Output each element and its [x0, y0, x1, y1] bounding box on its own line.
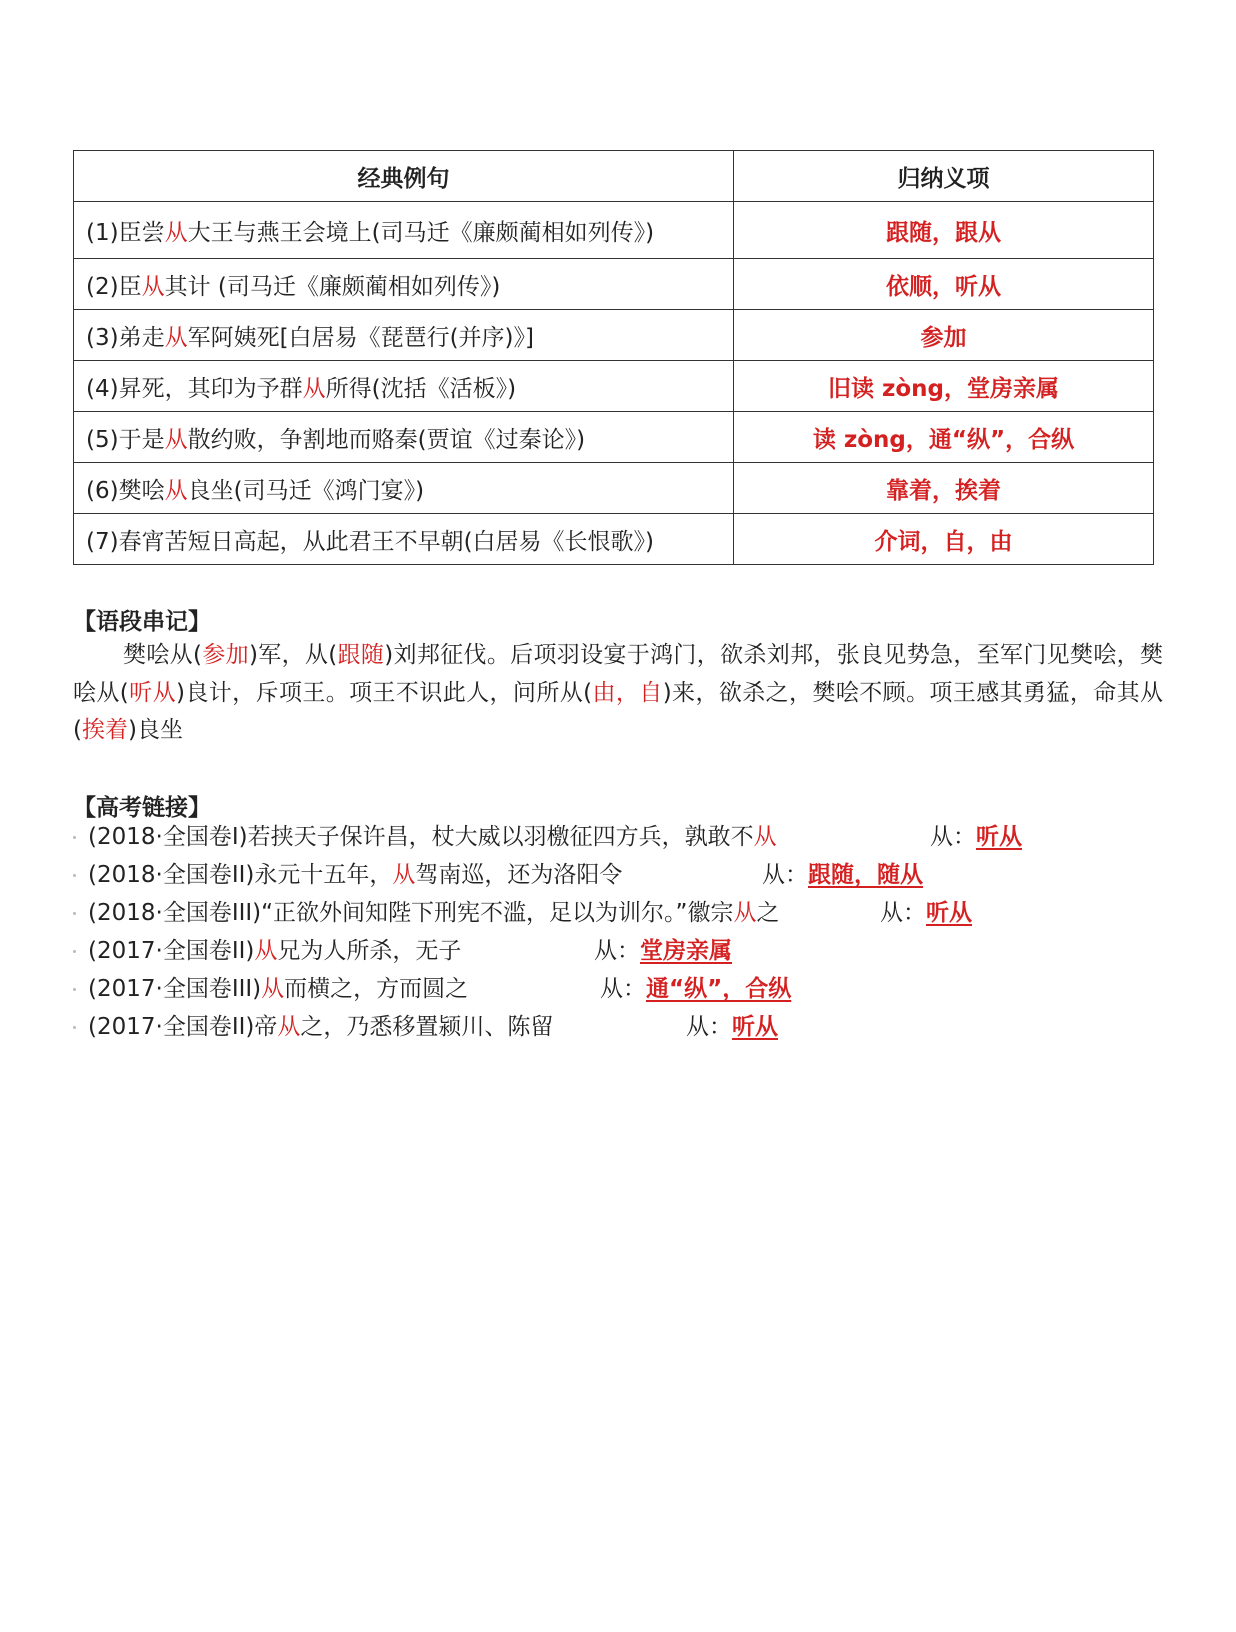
- header-meanings: 归纳义项: [734, 151, 1154, 202]
- example-suffix: 所得(沈括《活板》): [325, 375, 517, 402]
- gaokao-keyword: 从: [392, 862, 416, 888]
- passage-segment: )刘邦征伐。后项羽设宴于鸿门，欲杀刘邦，张良见势急，至军门见樊哙，樊哙从(: [73, 642, 1163, 706]
- gaokao-answer: 听从: [976, 824, 1022, 850]
- table-row: [74, 259, 1154, 310]
- table-row: [74, 361, 1154, 412]
- gaokao-title: 【高考链接】: [73, 795, 211, 821]
- gaokao-answer: 听从: [926, 900, 972, 926]
- meaning-cell: 介词，自，由: [734, 514, 1154, 565]
- example-cell: [74, 361, 734, 412]
- margin-dot: [73, 988, 76, 991]
- margin-dot: [73, 912, 76, 915]
- gaokao-keyword: 从: [733, 900, 757, 926]
- passage-annotation: 跟随: [337, 642, 385, 668]
- gaokao-answer-group: [762, 858, 923, 892]
- gaokao-answer: 堂房亲属: [640, 938, 732, 964]
- meaning-cell: 依顺，听从: [734, 259, 1154, 310]
- table-row: [74, 202, 1154, 259]
- example-prefix: (5)于是: [86, 426, 165, 453]
- example-prefix: (7)春宵苦短日高起，从此君王不早朝(白居易《长恨歌》): [86, 528, 655, 555]
- usage-table: [73, 150, 1154, 565]
- gaokao-answer-group: [880, 896, 972, 930]
- example-cell: [74, 259, 734, 310]
- example-keyword: 从: [164, 324, 188, 351]
- gaokao-rest: 驾南巡，还为洛阳令: [415, 862, 623, 888]
- gaokao-source: (2018·全国卷II)永元十五年，: [88, 862, 393, 888]
- meaning-cell: 旧读 zòng，堂房亲属: [734, 361, 1154, 412]
- example-cell: [74, 310, 734, 361]
- example-prefix: (2)臣: [86, 273, 142, 300]
- meaning-cell: 跟随，跟从: [734, 202, 1154, 259]
- example-prefix: (1)臣尝: [86, 219, 165, 246]
- gaokao-rest: 之: [756, 900, 780, 926]
- gaokao-label: 从：: [880, 900, 926, 926]
- gaokao-item: [88, 972, 468, 1006]
- gaokao-item: [88, 1010, 553, 1044]
- passage-annotation: 由，自: [592, 679, 663, 706]
- gaokao-item: [88, 858, 622, 892]
- gaokao-label: 从：: [600, 976, 646, 1002]
- example-prefix: (6)樊哙: [86, 477, 165, 504]
- margin-dot: [73, 1026, 76, 1029]
- example-prefix: (3)弟走: [86, 324, 165, 351]
- gaokao-keyword: 从: [753, 824, 777, 850]
- margin-dot: [73, 836, 76, 839]
- gaokao-item: [88, 820, 777, 854]
- example-suffix: 其计 (司马迁《廉颇蔺相如列传》): [164, 273, 501, 300]
- example-suffix: 大王与燕王会境上(司马迁《廉颇蔺相如列传》): [187, 219, 655, 246]
- gaokao-answer-group: [686, 1010, 778, 1044]
- gaokao-answer: 听从: [732, 1014, 778, 1040]
- passage-segment: 樊哙从(: [123, 642, 202, 668]
- table-row: [74, 514, 1154, 565]
- gaokao-answer-group: [930, 820, 1022, 854]
- gaokao-item: [88, 896, 779, 930]
- gaokao-source: (2017·全国卷II)帝: [88, 1014, 278, 1040]
- example-keyword: 从: [302, 375, 326, 402]
- gaokao-source: (2018·全国卷III)“正欲外间知陛下刑宪不滥，足以为训尔。”徽宗: [88, 900, 734, 926]
- gaokao-answer: 跟随，随从: [808, 862, 923, 888]
- example-cell: [74, 412, 734, 463]
- passage-segment: )良坐: [127, 717, 183, 743]
- example-suffix: 良坐(司马迁《鸿门宴》): [187, 477, 425, 504]
- gaokao-source: (2017·全国卷III): [88, 976, 262, 1002]
- example-keyword: 从: [164, 477, 188, 504]
- margin-dot: [73, 874, 76, 877]
- example-keyword: 从: [164, 426, 188, 453]
- example-keyword: 从: [164, 219, 188, 246]
- gaokao-item: [88, 934, 461, 968]
- header-examples: 经典例句: [74, 151, 734, 202]
- example-cell: [74, 202, 734, 259]
- passage-segment: )来，欲杀之，樊哙不顾。项王感其勇猛，命其从(: [73, 679, 1164, 743]
- example-suffix: 散约败，争割地而赂秦(贾谊《过秦论》): [187, 426, 586, 453]
- gaokao-keyword: 从: [277, 1014, 301, 1040]
- example-keyword: 从: [141, 273, 165, 300]
- passage-title: 【语段串记】: [73, 609, 211, 635]
- example-cell: [74, 463, 734, 514]
- table-row: [74, 412, 1154, 463]
- meaning-cell: 参加: [734, 310, 1154, 361]
- gaokao-rest: 兄为人所杀，无子: [277, 938, 462, 964]
- table-row: [74, 463, 1154, 514]
- passage-text: [73, 637, 1163, 750]
- gaokao-label: 从：: [686, 1014, 732, 1040]
- gaokao-answer-group: [600, 972, 791, 1006]
- passage-segment: )军，从(: [248, 642, 338, 668]
- table-row: [74, 310, 1154, 361]
- gaokao-keyword: 从: [261, 976, 285, 1002]
- margin-dot: [73, 950, 76, 953]
- gaokao-keyword: 从: [254, 938, 278, 964]
- gaokao-label: 从：: [930, 824, 976, 850]
- passage-annotation: 挨着: [81, 717, 128, 743]
- gaokao-answer: 通“纵”，合纵: [646, 976, 792, 1002]
- table-header-row: [74, 151, 1154, 202]
- gaokao-source: (2018·全国卷I)若挟天子保许昌，杖大威以羽檄征四方兵，孰敢不: [88, 824, 754, 850]
- meaning-cell: 读 zòng，通“纵”，合纵: [734, 412, 1154, 463]
- meaning-cell: 靠着，挨着: [734, 463, 1154, 514]
- gaokao-rest: 之，乃悉移置颍川、陈留: [300, 1014, 554, 1040]
- gaokao-rest: 而横之，方而圆之: [284, 976, 469, 1002]
- gaokao-label: 从：: [762, 862, 808, 888]
- example-prefix: (4)昇死，其印为予群: [86, 375, 303, 402]
- gaokao-source: (2017·全国卷II): [88, 938, 255, 964]
- gaokao-answer-group: [594, 934, 732, 968]
- example-cell: [74, 514, 734, 565]
- passage-segment: )良计，斥项王。项王不识此人，问所从(: [175, 679, 593, 706]
- passage-annotation: 参加: [201, 642, 249, 668]
- gaokao-label: 从：: [594, 938, 640, 964]
- example-suffix: 军阿姨死[白居易《琵琶行(并序)》]: [187, 324, 534, 351]
- passage-annotation: 听从: [128, 679, 176, 706]
